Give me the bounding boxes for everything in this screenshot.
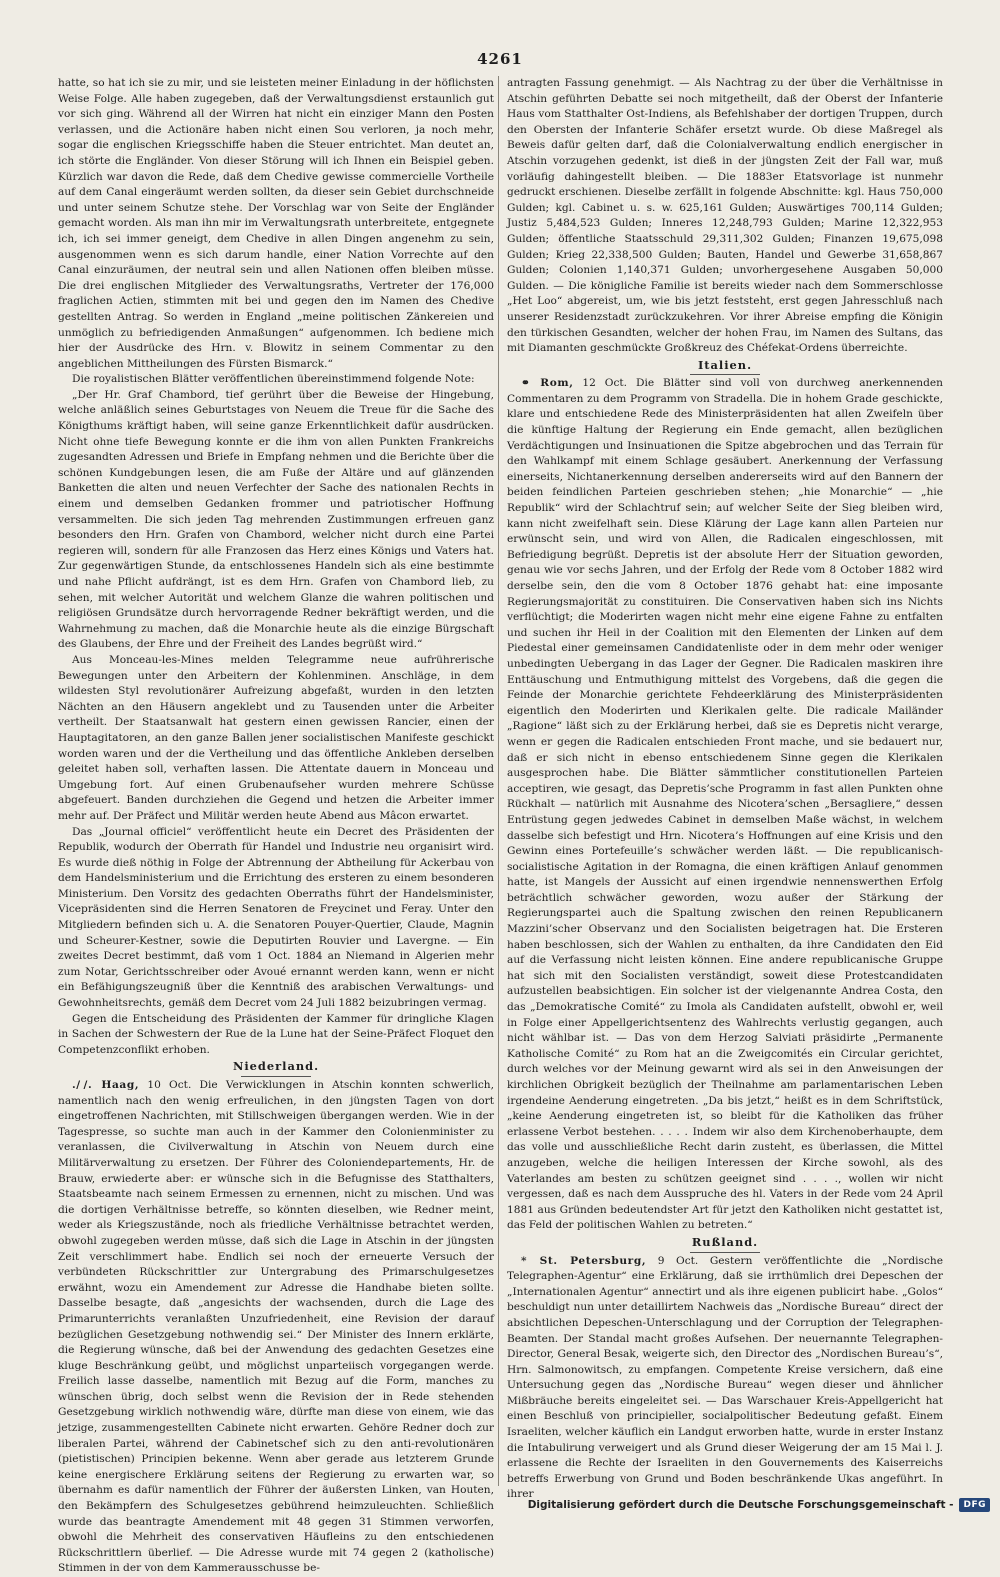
article-paragraph: Aus Monceau-les-Mines melden Telegramme neue aufrührerische Bewegungen unter den Arbeitern der Kohlenminen. Anschläge, in dem wildesten Styl revolutionärer Aufreizung abgefaßt, wurden in den letzten Nächten an den Häusern angeklebt und zu Tausenden unter die Arbeiter vertheilt. Der Staatsanwalt hat gestern einen gewissen Rancier, einen der Hauptagitatoren, an den ganze Ballen jener socialistischen Manifeste geschickt worden waren und der die Vertheilung und das öffentliche Ankleben derselben geleitet haben soll, verhaften lassen. Die Attentate dauern in Monceau und Umgebung fort. Auf einen Grubenaufseher wurden mehrere Schüsse abgefeuert. Banden durchziehen die Gegend und hetzen die Arbeiter immer mehr auf. Der Präfect und Militär werden heute Abend aus Mâcon erwartet. [58, 653, 494, 822]
article-text: 10 Oct. Die Verwicklungen in Atschin konnten schwerlich, namentlich nach den wenig erfreulichen, in den jüngsten Tagen von dort eingetroffenen Nachrichten, mit Stillschweigen übergangen werden. Wie in der Tagespresse, so suchte man auch in der Kammer den Colonienminister zu veranlassen, die Civilverwaltung in Atschin von Neuem durch eine Militärverwaltung zu ersetzen. Der Führer des Coloniendepartements, Hr. de Brauw, erwiederte aber: er wünsche sich in die Befugnisse des Statthalters, Staatsbeamte nach seinem Ermessen zu ernennen, nicht zu mischen. Und was die dortigen Verhältnisse betreffe, so könnten dieselben, wie Redner meint, weder als Kriegszustände, noch als friedliche Verhältnisse betrachtet werden, obwohl zugegeben werden müsse, daß sich die Lage in Atschin in der jüngsten Zeit verschlimmert habe. Endlich sei noch der erneuerte Versuch der verbündeten Rückschrittler zur Untergrabung des Primarschulgesetzes erwähnt, wozu ein Amendement zur Adresse die Handhabe bieten sollte. Dasselbe besagte, daß „angesichts der wachsenden, durch die Lage des Primarunterrichts veranlaßten Unzufriedenheit, eine Revision der darauf bezüglichen Gesetzgebung nothwendig sei.“ Der Minister des Innern erklärte, die Regierung wünsche, daß bei der Anwendung des gedachten Gesetzes eine kluge Beschränkung geübt, und möglichst unparteiisch vorgegangen werde. Freilich lasse dasselbe, namentlich mit Bezug auf die Form, manches zu wünschen übrig, doch selbst wenn die Revision der in Rede stehenden Gesetzgebung wirklich nothwendig wäre, dürfte man diese von einem, wie das jetzige, zusammengestellten Cabinete nicht erwarten. Gehöre Redner doch zur liberalen Partei, während der Cabinetschef sich zu den anti-revolutionären (pietistischen) Principien bekenne. Wenn aber gerade aus letzterem Grunde keine energischere Erklärung seitens der Regierung zu erwarten war, so übernahm es dafür namentlich der Führer der äußersten Linken, van Houten, den Bekämpfern des Schulgesetzes gebührend heimzuleuchten. Schließlich wurde das beantragte Amendement mit 48 gegen 31 Stimmen verworfen, obwohl die Mehrheit des conservativen Häufleins zu den entschiedenen Rückschrittlern überlief. — Die Adresse wurde mit 74 gegen 2 (katholische) Stimmen in der von dem Kammerausschusse be- [58, 1079, 494, 1575]
right-column [507, 76, 943, 1501]
dateline: ./ /. Haag, [72, 1079, 140, 1091]
dateline: * St. Petersburg, [521, 1254, 647, 1267]
section-heading-russland: Rußland. [507, 1235, 943, 1253]
article-paragraph: Die royalistischen Blätter veröffentlichen übereinstimmend folgende Note: [72, 373, 475, 386]
section-heading-niederland: Niederland. [58, 1059, 494, 1077]
dfg-logo: DFG [959, 1498, 990, 1512]
article-paragraph: antragten Fassung genehmigt. — Als Nachtrag zu der über die Verhältnisse in Atschin geführten Debatte sei noch mitgetheilt, daß der Oberst der Infanterie Haus vom Statthalter Ost-Indiens, als Befehlshaber der dortigen Truppen, durch den Obersten der Infanterie Schäfer ersetzt wurde. Ob diese Maßregel als Beweis dafür gelten darf, daß die Colonialverwaltung endlich energischer in Atschin vorzugehen gedenkt, ist dieß in der jüngsten Zeit der Fall war, muß vorläufig dahingestellt bleiben. — Die 1883er Etatsvorlage ist nunmehr gedruckt erschienen. Dieselbe zerfällt in folgende Abschnitte: kgl. Haus 750,000 Gulden; kgl. Cabinet u. s. w. 625,161 Gulden; Auswärtiges 700,114 Gulden; Justiz 5,484,523 Gulden; Inneres 12,248,793 Gulden; Marine 12,322,953 Gulden; öffentliche Staatsschuld 29,311,302 Gulden; Finanzen 19,675,098 Gulden; Krieg 22,338,500 Gulden; Bauten, Handel und Gewerbe 31,658,867 Gulden; Colonien 1,140,371 Gulden; unvorhergesehene Ausgaben 50,000 Gulden. — Die königliche Familie ist bereits wieder nach dem Sommerschlosse „Het Loo“ abgereist, um, wie bis jetzt feststeht, erst gegen Jahresschluß nach unserer Residenzstadt zurückzukehren. Vor ihrer Abreise empfing die Königin den türkischen Gesandten, welcher der hohen Frau, im Namen des Sultans, das mit Diamanten geschmückte Großkreuz des Chéfekat-Ordens überreichte. [507, 77, 943, 355]
article-paragraph: hatte, so hat ich sie zu mir, und sie leisteten meiner Einladung in der höflichsten Weise Folge. Alle haben zugegeben, daß der Verwaltungsdienst erstaunlich gut vor sich ging. Während all der Wirren hat nicht ein einziger Mann den Posten verlassen, und die Actionäre haben nicht einen Sou verloren, ja noch mehr, sogar die englischen Kriegsschiffe haben die Steuer entrichtet. Man deutet an, ich störte die Engländer. Von dieser Störung will ich Ihnen ein Beispiel geben. Kürzlich war davon die Rede, daß dem Chedive gewisse commercielle Vortheile auf dem Canal eingeräumt werden sollten, da dieser sein Gebiet durchschneide und unter seinem Schutze stehe. Der Vorschlag war von Seite der Engländer gemacht worden. Als man ihn mir im Verwaltungsrath unterbreitete, entgegnete ich, ich sei immer geneigt, dem Chedive in allen Dingen angenehm zu sein, ausgenommen wenn es sich darum handle, einer Nation Vorrechte auf den Canal einzuräumen, der neutral sein und allen Nationen offen bleiben müsse. Die drei englischen Mitglieder des Verwaltungsraths, Vertreter der 176,000 fraglichen Actien, stimmten mit bei und gegen den im Namen des Chedive gestellten Antrag. So werden in England „meine politischen Zänkereien und unmöglich zu befriedigenden Anmaßungen“ aufgenommen. Ich bediene mich hier der Ausdrücke des Hrn. v. Blowitz in seinem Commentar zu den angeblichen Mittheilungen des Fürsten Bismarck.“ [58, 77, 494, 370]
article-paragraph: „Der Hr. Graf Chambord, tief gerührt über die Beweise der Hingebung, welche anläßlich seines Geburtstages von Neuem die Treue für die Sache des Königthums kräftigt haben, will seine ganze Erkenntlichkeit dafür ausdrücken. Nicht ohne tiefe Bewegung konnte er die ihm von allen Punkten Frankreichs zugesandten Adressen und Briefe in Empfang nehmen und die Berichte über die schönen Kundgebungen lesen, die am Fuße der Altäre und auf glänzenden Banketten die alten und neuen Verfechter der Sache des nationalen Rechts in einem und demselben Gedanken frommer und patriotischer Hoffnung versammelten. Die sich jeden Tag mehrenden Zustimmungen erfreuen ganz besonders den Hrn. Grafen von Chambord, welcher nicht durch eine Partei regieren will, sondern für alle Franzosen das Herz eines Königs und Vaters hat. Zur gegenwärtigen Stunde, da entschlossenes Handeln sich als eine bestimmte und nahe Pflicht aufdrängt, ist es dem Hrn. Grafen von Chambord lieb, zu sehen, mit welcher Autorität und welchem Glanze die wahren politischen und religiösen Grundsätze durch hervorragende Redner bekräftigt werden, und die Wahrnehmung zu machen, daß die Monarchie heute als die einzige Bürgschaft des Glaubens, der Ehre und der Freiheit des Landes begrüßt wird.“ [58, 388, 494, 651]
article-paragraph: Gegen die Entscheidung des Präsidenten der Kammer für dringliche Klagen in Sachen der Schwestern der Rue de la Lune hat der Seine-Präfect Floquet den Competenzconflikt erhoben. [58, 1012, 494, 1056]
article-text: 12 Oct. Die Blätter sind voll von durchweg anerkennenden Commentaren zu dem Programm von Stradella. Die in hohem Grade geschickte, klare und entschiedene Rede des Ministerpräsidenten hat allen Zweifeln über die künftige Haltung der Regierung ein Ende gemacht, allen bezüglichen Verdächtigungen und Insinuationen die Spitze abgebrochen und das Terrain für den Wahlkampf mit einem Schlage gesäubert. Anerkennung der Verfassung einerseits, Nichtanerkennung derselben andererseits wird auf den Bannern der beiden feindlichen Parteien geschrieben stehen; „hie Monarchie“ — „hie Republik“ wird der Schlachtruf sein; auf welcher Seite der Sieg bleiben wird, kann nicht zweifelhaft sein. Diese Klärung der Lage kann allen Parteien nur erwünscht sein, und wird von Allen, die Radicalen eingeschlossen, mit Befriedigung begrüßt. Depretis ist der absolute Herr der Situation geworden, genau wie vor sechs Jahren, und der Erfolg der Rede vom 8 October 1882 wird derselbe sein, den die vom 8 October 1876 gehabt hat: eine imposante Regierungsmajorität zu constituiren. Die Conservativen haben sich ins Nichts verflüchtigt; die Moderirten wagen nicht mehr eine eigene Fahne zu entfalten und suchen ihr Heil in der Coalition mit den Elementen der Linken auf dem Piedestal einer gemeinsamen Candidatenliste oder in dem mehr oder weniger unbedingten Uebergang in das Lager der Gegner. Die Radicalen maskiren ihre Enttäuschung und Entmuthigung mittelst des Vorgebens, daß die gegen die Feinde der Monarchie gerichtete Fehdeerklärung des Ministerpräsidenten eigentlich den Moderirten und Klerikalen gelte. Die radicale Mailänder „Ragione“ läßt sich zu der Erklärung herbei, daß sie es Depretis nicht verarge, wenn er gegen die Radicalen entschieden Front mache, und sie bedauert nur, daß er sich nicht in ebenso entschiedenem Sinne gegen die Klerikalen ausgesprochen habe. Die Blätter sämmtlicher constitutionellen Parteien acceptiren, wie gesagt, das Depretis’sche Programm in fast allen Punkten ohne Rückhalt — natürlich mit Ausnahme des Nicotera’schen „Bersagliere,“ dessen Entrüstung gegen jedwedes Cabinet in demselben Maße wächst, in welchem dasselbe sich befestigt und Hrn. Nicotera’s Hoffnungen auf eine Krisis und den Gewinn eines Portefeuille’s schwächer werden läßt. — Die republicanisch-socialistische Agitation in der Romagna, die einen kräftigen Anlauf genommen hatte, ist Mangels der Aussicht auf einen irgendwie nennenswerthen Erfolg beträchtlich schwächer geworden, wozu außer der Stärkung der Regierungspartei auch die Spaltung zwischen den reinen Republicanern Mazzini’scher Observanz und den Socialisten beigetragen hat. Die Ersteren haben beschlossen, sich der Wahlen zu enthalten, da ihre Candidaten den Eid auf die Verfassung nicht leisten können. Eine andere republicanische Gruppe hat sich mit den Socialisten verständigt, soweit diese Protestcandidaten aufzustellen beabsichtigen. Ein solcher ist der vielgenannte Andrea Costa, den das „Demokratische Comité“ zu Imola als Candidaten aufstellt, obwohl er, weil in Folge einer Appellgerichtsentenz des Wahlrechts verlustig gegangen, auch nicht wählbar ist. — Das von dem Herzog Salviati präsidirte „Permanente Katholische Comité“ zu Rom hat an die Zweigcomités ein Circular gerichtet, durch welches vor der Meinung gewarnt wird als sei in den Anweisungen der kirchlichen Obrigkeit bezüglich der Theilnahme am parlamentarischen Leben irgendeine Aenderung eingetreten. „Da bis jetzt,“ heißt es in dem Schriftstück, „keine Aenderung eingetreten ist, so bleibt für die Katholiken das früher erlassene Verbot bestehen. . . . . Indem wir also dem Kirchenoberhaupte, dem das volle und ausschließliche Recht darin zusteht, es überlassen, die Mittel anzugeben, welche die heiligen Interessen der Kirche sowohl, als des Vaterlandes am besten zu schützen geeignet sind . . . ., wollen wir nicht vergessen, daß es nach dem Ausspruche des hl. Vaters in der Rede vom 24 April 1881 aus Gründen bedeutendster Art für jetzt den Katholiken nicht gestattet ist, das Feld der politischen Wahlen zu betreten.“ [507, 377, 943, 1232]
footer-text: Digitalisierung gefördert durch die Deutsche Forschungsgemeinschaft - [527, 1499, 954, 1511]
column-divider [498, 76, 499, 1486]
dateline: ⚭ Rom, [521, 377, 574, 390]
article-paragraph: Das „Journal officiel“ veröffentlicht heute ein Decret des Präsidenten der Republik, wodurch der Oberrath für Handel und Industrie neu organisirt wird. Es wurde dieß nöthig in Folge der Abtrennung der Abtheilung für Ackerbau von dem Handelsministerium und die Errichtung des ersteren zu einem besonderen Ministerium. Den Vorsitz des gedachten Oberraths führt der Handelsminister, Vicepräsidenten sind die Herren Senatoren de Freycinet und Feray. Unter den Mitgliedern befinden sich u. A. die Senatoren Pouyer-Quertier, Claude, Magnin und Scheurer-Kestner, sowie die Deputirten Rouvier und Lavergne. — Ein zweites Decret bestimmt, daß vom 1 Oct. 1884 an Niemand in Algerien mehr zum Notar, Gerichtsschreiber oder Avoué ernannt werden kann, wenn er nicht ein Befähigungszeugniß über die Kenntniß des arabischen Verwaltungs- und Gewohnheitsrechts, gemäß dem Decret vom 24 Juli 1882 beizubringen vermag. [58, 825, 494, 1010]
page-number: 4261 [477, 50, 523, 68]
article-paragraph [58, 1078, 494, 1577]
left-column [58, 76, 494, 1575]
article-text: 9 Oct. Gestern veröffentlichte die „Nordische Telegraphen-Agentur“ eine Erklärung, daß sie irrthümlich drei Depeschen der „Internationalen Agentur“ annectirt und als ihre eigenen publicirt habe. „Golos“ beschuldigt nun unter detaillirtem Nachweis das „Nordische Bureau“ direct der absichtlichen Depeschen-Unterschlagung und der Corruption der Telegraphen-Beamten. Der Standal macht großes Aufsehen. Der neuernannte Telegraphen-Director, General Besak, weigerte sich, den Director des „Nordischen Bureau’s“, Hrn. Salmonowitsch, zu empfangen. Competente Kreise versichern, daß eine Untersuchung gegen das „Nordische Bureau“ wegen dieser und ähnlicher Mißbräuche bereits eingeleitet sei. — Das Warschauer Kreis-Appellgericht hat einen Beschluß von principieller, socialpolitischer Bedeutung gefaßt. Einem Israeliten, welcher käuflich ein Landgut erworben hatte, wurde in erster Instanz die Intabulirung verweigert und als Grund dieser Weigerung der am 15 Mai l. J. erlassene die Rechte der Israeliten in den Gouvernements des Kaiserreichs betreffs Erwerbung von Grund und Boden beschränkende Ukas angeführt. In ihrer [507, 1254, 943, 1501]
article-paragraph [507, 1254, 943, 1504]
footer-credit [528, 1498, 990, 1512]
section-heading-italien: Italien. [507, 358, 943, 376]
article-paragraph [507, 376, 943, 1234]
